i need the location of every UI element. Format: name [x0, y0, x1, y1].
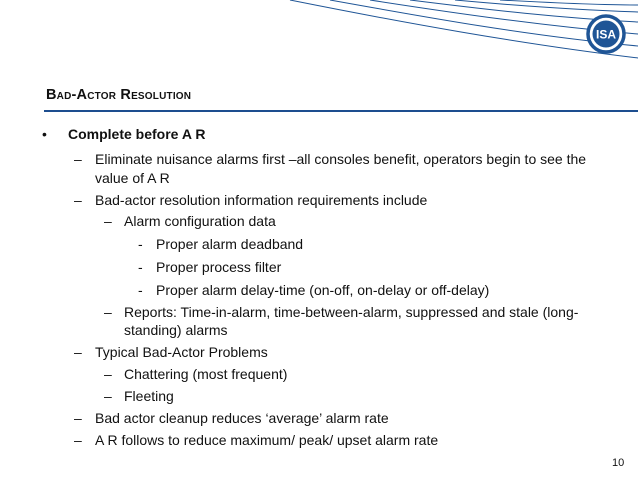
bullet-item-level2: Eliminate nuisance alarms first –all consoles benefit, operators begin to see the: [95, 151, 587, 167]
bullet-item-level4: Proper alarm delay-time (on-off, on-delay or off-delay): [156, 282, 490, 298]
bullet-item-level3: Chattering (most frequent): [124, 366, 288, 382]
bullet-item-level1: Complete before A R: [68, 126, 206, 142]
bullet-item-level2: Bad actor cleanup reduces ‘average’ alarm rate: [95, 410, 389, 426]
bullet-item-continuation: value of A R: [95, 170, 170, 186]
bullet-item-level2: Bad-actor resolution information requirements include: [95, 192, 428, 208]
logo-text: ISA: [595, 27, 617, 42]
bullet-item-level3: Alarm configuration data: [124, 213, 276, 229]
hyphen-mark: -: [138, 236, 143, 252]
header-swoosh: [0, 0, 638, 80]
bullet-item-level4: Proper process filter: [156, 259, 282, 275]
bullet-item-level3: Reports: Time-in-alarm, time-between-alarm, suppressed and stale (long-: [124, 304, 579, 320]
dash-mark: –: [74, 192, 82, 208]
isa-logo: [586, 14, 626, 54]
dash-mark: –: [104, 213, 112, 229]
hyphen-mark: -: [138, 259, 143, 275]
dash-mark: –: [74, 410, 82, 426]
slide-title: Bad-Actor Resolution: [46, 87, 192, 103]
dash-mark: –: [104, 366, 112, 382]
title-underline: [44, 110, 638, 112]
dash-mark: –: [74, 344, 82, 360]
dash-mark: –: [104, 388, 112, 404]
dash-mark: –: [74, 151, 82, 167]
dash-mark: –: [74, 432, 82, 448]
bullet-item-level2: A R follows to reduce maximum/ peak/ upset alarm rate: [95, 432, 439, 448]
page-number: 10: [612, 457, 625, 469]
bullet-mark: •: [42, 126, 47, 142]
bullet-item-level2: Typical Bad-Actor Problems: [95, 344, 268, 360]
bullet-item-continuation: standing) alarms: [124, 322, 228, 338]
dash-mark: –: [104, 304, 112, 320]
bullet-item-level3: Fleeting: [124, 388, 174, 404]
hyphen-mark: -: [138, 282, 143, 298]
bullet-item-level4: Proper alarm deadband: [156, 236, 304, 252]
